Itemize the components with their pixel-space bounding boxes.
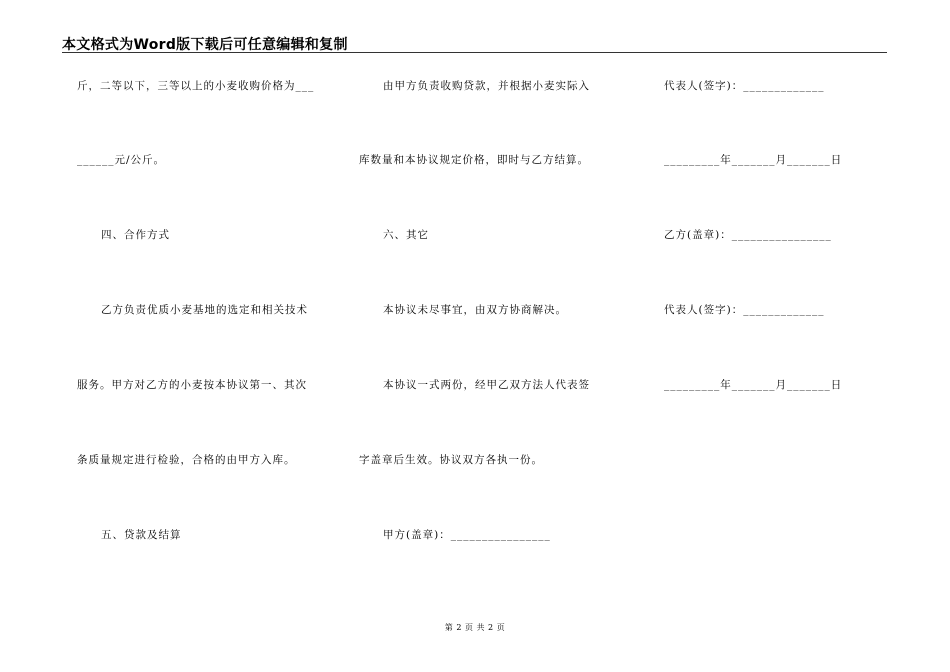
col2-line-6: 字盖章后生效。协议双方各执一份。 [359, 454, 543, 466]
col1-heading-payment: 五、贷款及结算 [101, 529, 182, 541]
col2-line-5: 本协议一式两份，经甲乙双方法人代表签 [383, 379, 590, 391]
col2-line-4: 本协议未尽事宜，由双方协商解决。 [383, 304, 567, 316]
party-a-date-line: _________年_______月_______日 [664, 154, 843, 166]
header-divider [62, 52, 887, 53]
col1-line-4: 乙方负责优质小麦基地的选定和相关技术 [101, 304, 308, 316]
col1-line-6: 条质量规定进行检验，合格的由甲方入库。 [77, 454, 296, 466]
party-b-date-line: _________年_______月_______日 [664, 379, 843, 391]
party-a-seal-line: 甲方(盖章)：________________ [383, 529, 551, 541]
col1-line-1: 斤，二等以下，三等以上的小麦收购价格为___ [77, 80, 315, 92]
col2-heading-other: 六、其它 [383, 229, 429, 241]
party-a-representative-signature: 代表人(签字)：_____________ [664, 80, 825, 92]
party-b-representative-signature: 代表人(签字)：_____________ [664, 304, 825, 316]
party-b-seal-line: 乙方(盖章)：________________ [664, 229, 832, 241]
col2-line-2: 库数量和本协议规定价格，即时与乙方结算。 [359, 154, 589, 166]
col1-heading-cooperation: 四、合作方式 [101, 229, 170, 241]
col1-line-2: ______元/公斤。 [77, 154, 166, 166]
col2-line-1: 由甲方负责收购贷款，并根据小麦实际入 [383, 80, 590, 92]
col1-line-5: 服务。甲方对乙方的小麦按本协议第一、其次 [77, 379, 307, 391]
page-number: 第 2 页 共 2 页 [444, 623, 506, 632]
document-header-title: 本文格式为Word版下载后可任意编辑和复制 [62, 37, 348, 53]
